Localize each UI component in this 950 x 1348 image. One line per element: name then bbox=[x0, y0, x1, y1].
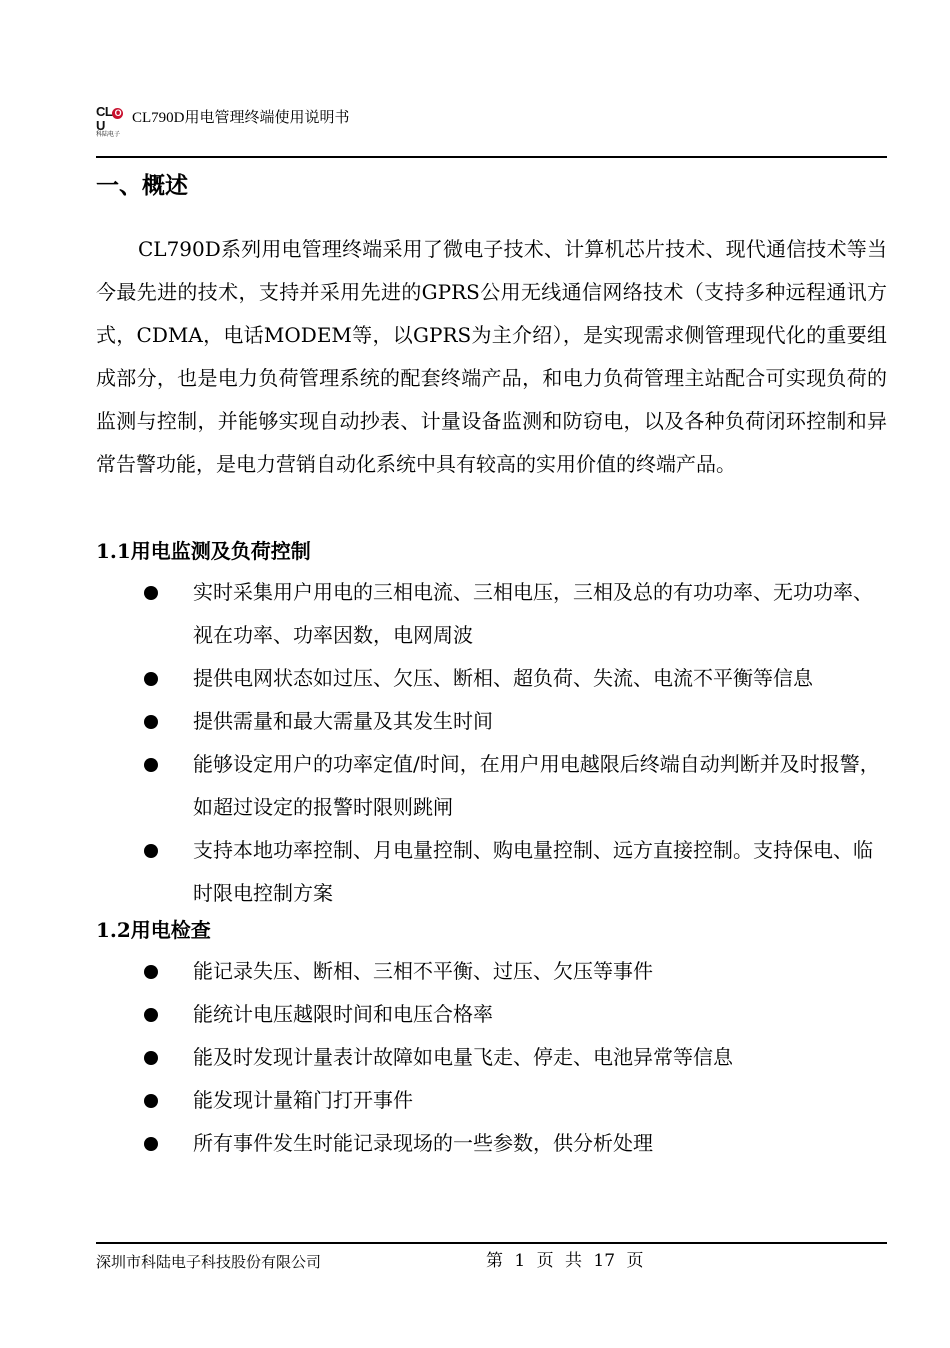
monitoring-list bbox=[0, 571, 950, 915]
bullet-icon bbox=[144, 1008, 158, 1022]
footer-page-number: 第 1 页 共 17 页 bbox=[486, 1251, 644, 1271]
document-title: CL790D用电管理终端使用说明书 bbox=[132, 109, 350, 126]
list-item: 能统计电压越限时间和电压合格率 bbox=[0, 993, 887, 1036]
bullet-icon bbox=[144, 844, 158, 858]
logo-subtext: 科陆电子 bbox=[96, 132, 121, 138]
inspection-list bbox=[0, 950, 950, 1165]
bullet-icon bbox=[144, 1094, 158, 1108]
bullet-icon bbox=[144, 1051, 158, 1065]
intro-paragraph: CL790D系列用电管理终端采用了微电子技术、计算机芯片技术、现代通信技术等当今最先进的技术，支持并采用先进的GPRS公用无线通信网络技术（支持多种远程通讯方式，CDMA，电话MODEM等，以GPRS为主介绍），是实现需求侧管理现代化的重要组成部分，也是电力负荷管理系统的配套终端产品，和电力负荷管理主站配合可实现负荷的监测与控制，并能够实现自动抄表、计量设备监测和防窃电，以及各种负荷闭环控制和异常告警功能，是电力营销自动化系统中具有较高的实用价值的终端产品。 bbox=[96, 237, 887, 476]
footer-company: 深圳市科陆电子科技股份有限公司 bbox=[96, 1253, 322, 1271]
footer-divider bbox=[96, 1242, 887, 1244]
section-title-inspection: 1.2用电检查 bbox=[96, 918, 211, 942]
bullet-icon bbox=[144, 758, 158, 772]
list-item: 提供需量和最大需量及其发生时间 bbox=[0, 700, 887, 743]
list-item: 能及时发现计量表计故障如电量飞走、停走、电池异常等信息 bbox=[0, 1036, 887, 1079]
list-item: 实时采集用户用电的三相电流、三相电压，三相及总的有功功率、无功功率、视在功率、功率因数，电网周波 bbox=[0, 571, 887, 657]
header-divider bbox=[96, 156, 887, 158]
list-item: 所有事件发生时能记录现场的一些参数，供分析处理 bbox=[0, 1122, 887, 1165]
section-title-monitoring: 1.1用电监测及负荷控制 bbox=[96, 539, 311, 563]
bullet-icon bbox=[144, 965, 158, 979]
list-item: 提供电网状态如过压、欠压、断相、超负荷、失流、电流不平衡等信息 bbox=[0, 657, 887, 700]
bullet-icon bbox=[144, 715, 158, 729]
list-item: 能记录失压、断相、三相不平衡、过压、欠压等事件 bbox=[0, 950, 887, 993]
list-item: 能够设定用户的功率定值/时间，在用户用电越限后终端自动判断并及时报警，如超过设定的报警时限则跳闸 bbox=[0, 743, 887, 829]
bullet-icon bbox=[144, 586, 158, 600]
logo-mark: CL OU bbox=[96, 105, 128, 132]
list-item: 支持本地功率控制、月电量控制、购电量控制、远方直接控制。支持保电、临时限电控制方案 bbox=[0, 829, 887, 915]
company-logo bbox=[96, 104, 128, 138]
bullet-icon bbox=[144, 1137, 158, 1151]
list-item: 能发现计量箱门打开事件 bbox=[0, 1079, 887, 1122]
bullet-icon bbox=[144, 672, 158, 686]
page-header bbox=[96, 104, 350, 138]
chapter-title: 一、概述 bbox=[96, 172, 188, 199]
